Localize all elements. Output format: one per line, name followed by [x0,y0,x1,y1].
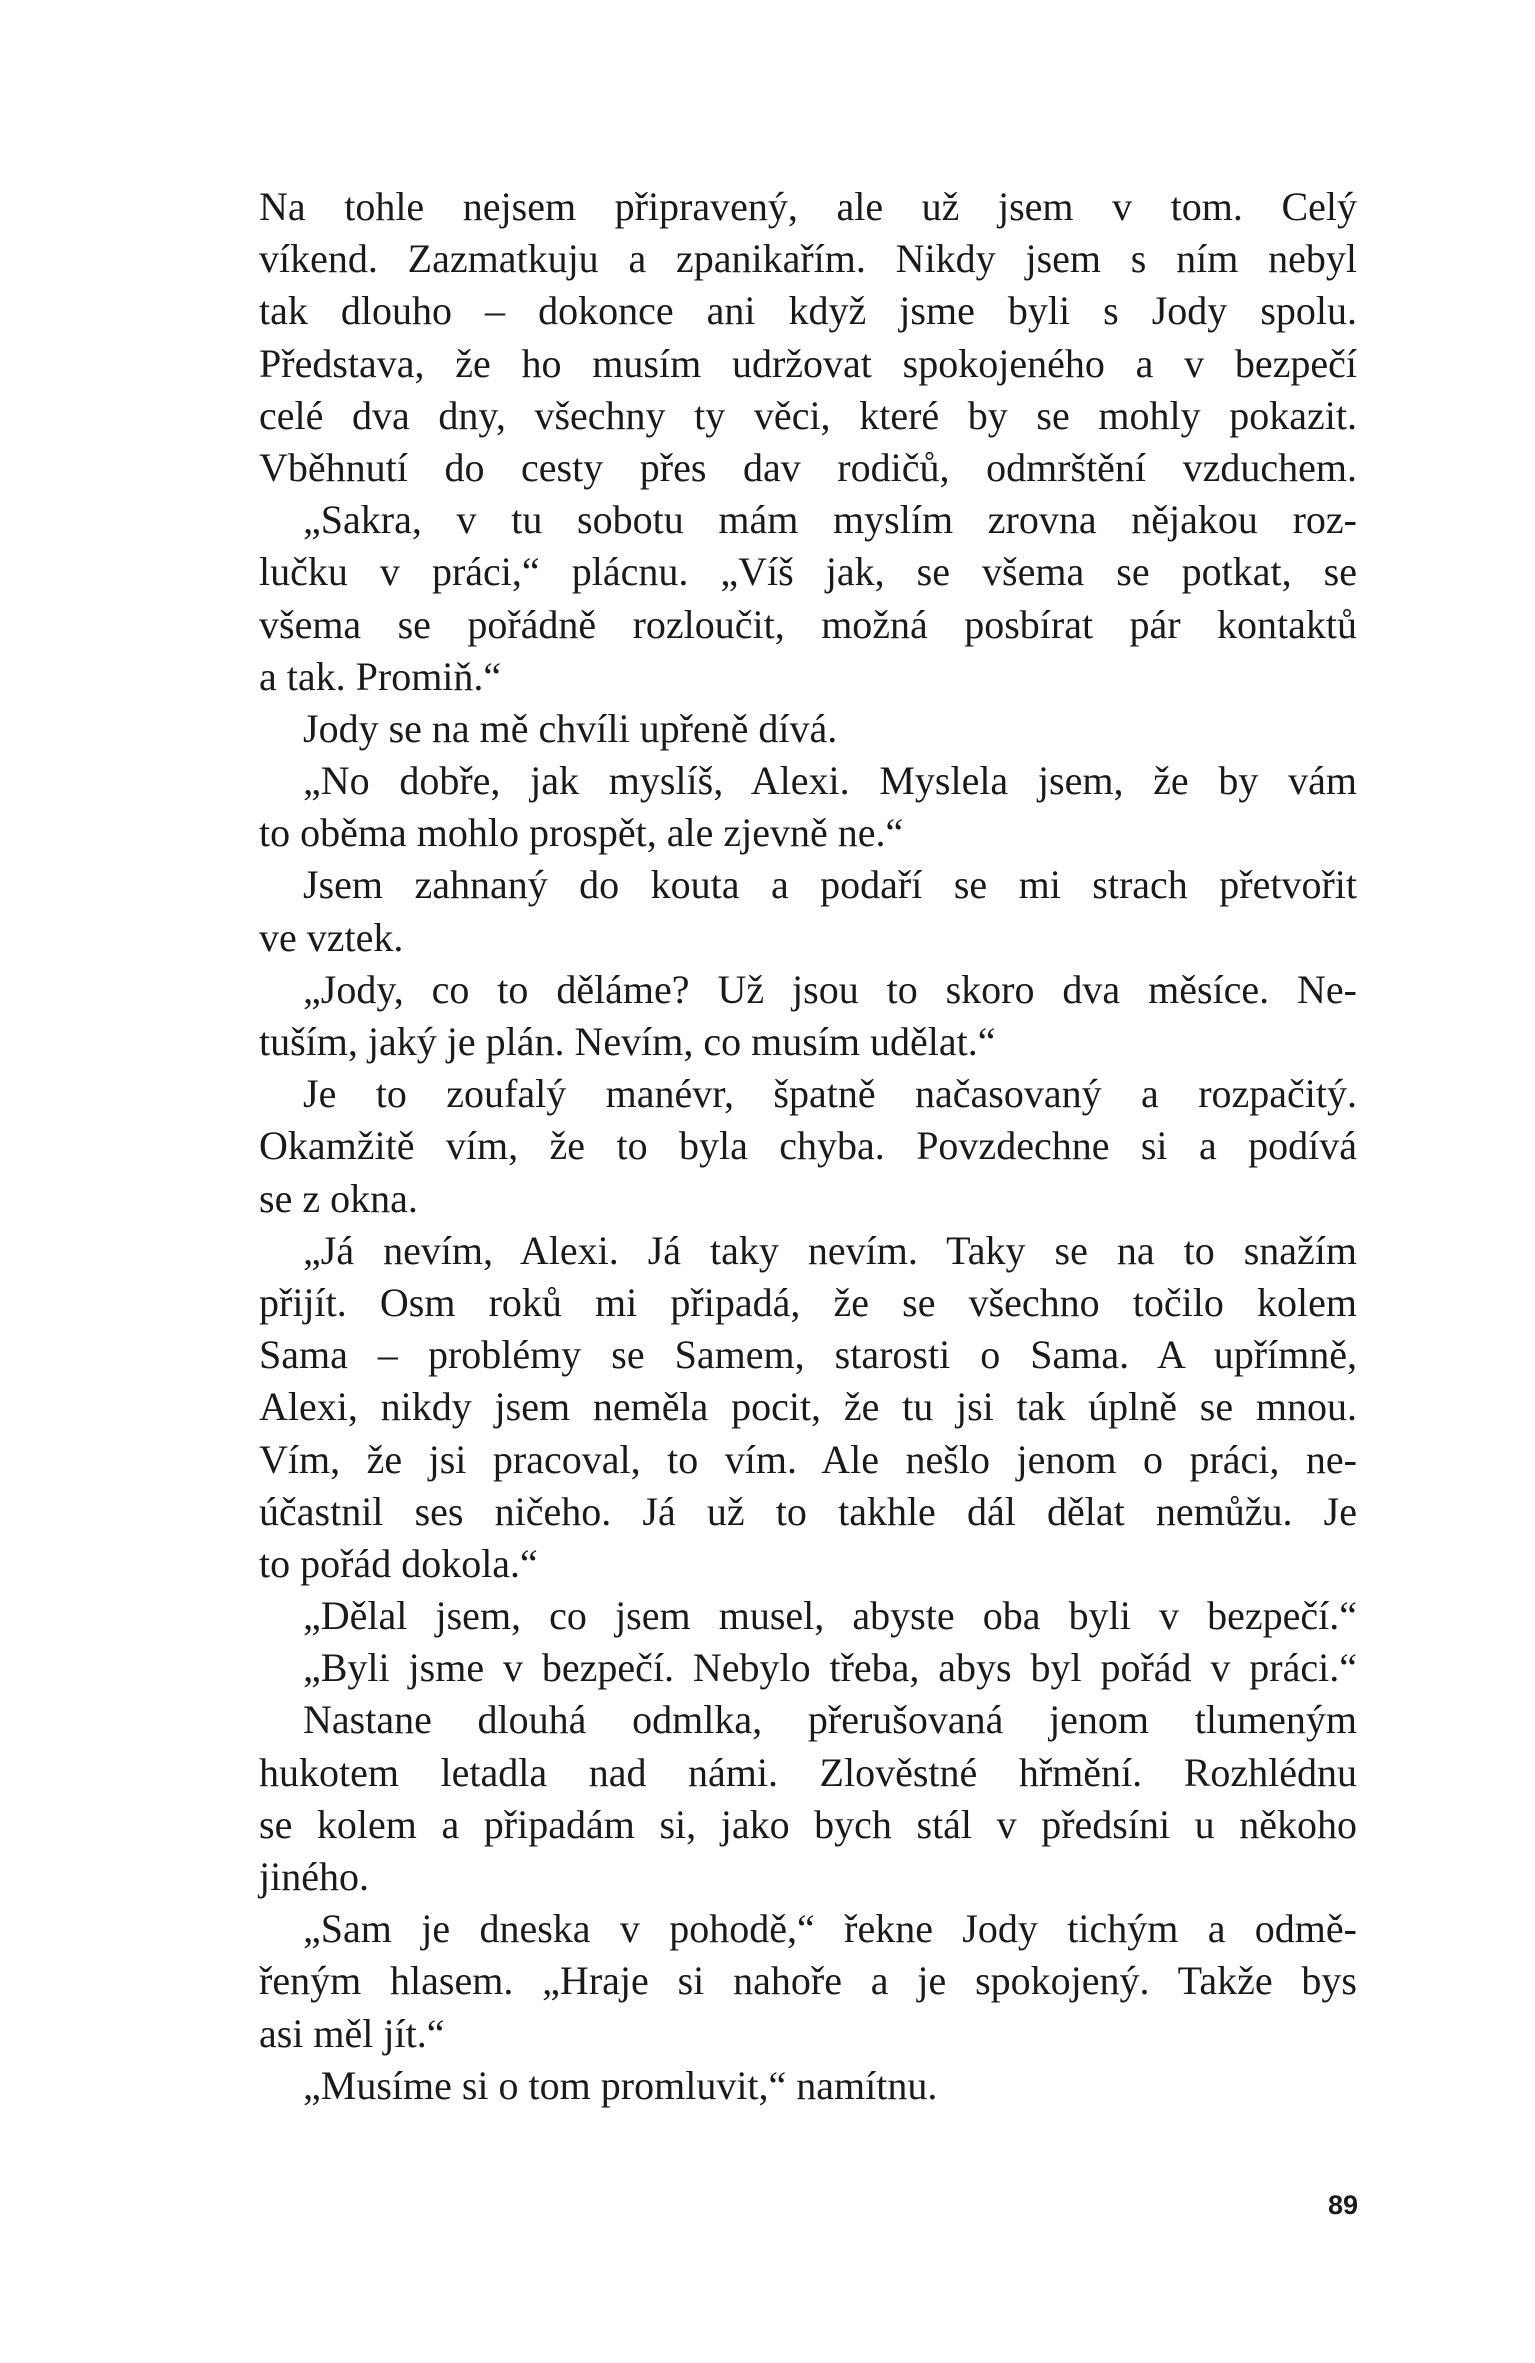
text-line: přijít. Osm roků mi připadá, že se všechno točilo kolem [259,1279,1357,1325]
text-line: „Sakra, v tu sobotu mám myslím zrovna nějakou roz- [303,497,1357,543]
text-line: účastnil ses ničeho. Já už to takhle dál dělat nemůžu. Je [259,1488,1357,1534]
text-line: řeným hlasem. „Hraje si nahoře a je spokojený. Takže bys [259,1958,1357,2004]
text-line: celé dva dny, všechny ty věci, které by se mohly pokazit. [259,392,1357,438]
body-text [259,181,1357,2112]
page-number: 89 [1327,2190,1358,2220]
text-line: Vběhnutí do cesty přes dav rodičů, odmrštění vzduchem. [259,444,1357,490]
text-line: to pořád dokola.“ [259,1540,538,1586]
text-line: Představa, že ho musím udržovat spokojeného a v bezpečí [259,340,1357,386]
text-line: jiného. [259,1854,369,1899]
text-line: „Já nevím, Alexi. Já taky nevím. Taky se na to snažím [303,1227,1357,1273]
text-line: „Jody, co to děláme? Už jsou to skoro dva měsíce. Ne- [303,966,1357,1012]
text-line: „Sam je dneska v pohodě,“ řekne Jody tichým a odmě- [303,1906,1357,1952]
text-line: ve vztek. [259,914,404,960]
text-line: lučku v práci,“ plácnu. „Víš jak, se všema se potkat, se [259,549,1357,595]
text-line: „No dobře, jak myslíš, Alexi. Myslela jsem, že by vám [303,758,1357,804]
text-line: asi měl jít.“ [259,2010,445,2056]
text-line: Jody se na mě chvíli upřeně dívá. [303,705,838,751]
text-line: všema se pořádně rozloučit, možná posbírat pár kontaktů [259,601,1357,647]
text-line: „Musíme si o tom promluvit,“ namítnu. [303,2062,938,2108]
text-line: to oběma mohlo prospět, ale zjevně ne.“ [259,810,904,856]
text-line: se z okna. [259,1175,418,1221]
text-line: se kolem a připadám si, jako bych stál v předsíni u někoho [259,1801,1357,1847]
text-line: tak dlouho – dokonce ani když jsme byli s Jody spolu. [259,288,1357,334]
text-line: „Dělal jsem, co jsem musel, abyste oba byli v bezpečí.“ [303,1593,1357,1639]
text-line: víkend. Zazmatkuju a zpanikařím. Nikdy jsem s ním nebyl [259,236,1357,282]
text-line: Je to zoufalý manévr, špatně načasovaný a rozpačitý. [303,1071,1357,1117]
text-line: „Byli jsme v bezpečí. Nebylo třeba, abys byl pořád v práci.“ [303,1645,1357,1691]
text-line: Nastane dlouhá odmlka, přerušovaná jenom tlumeným [303,1697,1357,1743]
text-line: Sama – problémy se Samem, starosti o Sama. A upřímně, [259,1332,1357,1378]
text-line: Okamžitě vím, že to byla chyba. Povzdechne si a podívá [259,1123,1357,1169]
text-line: tuším, jaký je plán. Nevím, co musím udělat.“ [259,1019,996,1064]
text-line: Na tohle nejsem připravený, ale už jsem v tom. Celý [259,184,1357,229]
text-line: Jsem zahnaný do kouta a podaří se mi strach přetvořit [303,862,1357,908]
text-line: Alexi, nikdy jsem neměla pocit, že tu jsi tak úplně se mnou. [259,1384,1357,1430]
text-line: Vím, že jsi pracoval, to vím. Ale nešlo jenom o práci, ne- [259,1436,1357,1482]
text-line: hukotem letadla nad námi. Zlověstné hřmění. Rozhlédnu [259,1749,1357,1795]
text-line: a tak. Promiň.“ [259,653,502,699]
